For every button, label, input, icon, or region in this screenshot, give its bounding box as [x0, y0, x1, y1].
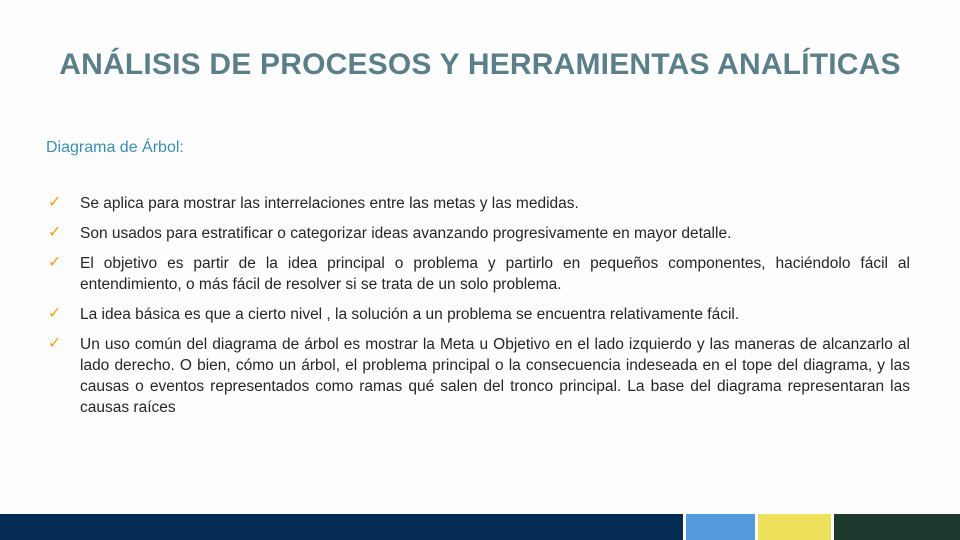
bullet-item — [46, 193, 910, 214]
checkmark-icon: ✓ — [48, 254, 62, 271]
bullet-text: Se aplica para mostrar las interrelaciones entre las metas y las medidas. — [80, 195, 579, 212]
bullet-item — [46, 334, 910, 418]
bullet-text: Son usados para estratificar o categorizar ideas avanzando progresivamente en mayor detalle. — [80, 225, 732, 242]
slide-title: ANÁLISIS DE PROCESOS Y HERRAMIENTAS ANALÍTICAS — [59, 48, 901, 81]
bullet-text: El objetivo es partir de la idea principal o problema y partirlo en pequeños componentes, haciéndolo fácil al entendimiento, o más fácil de resolver si se trata de un solo problema. — [80, 255, 910, 293]
bullet-text: Un uso común del diagrama de árbol es mostrar la Meta u Objetivo en el lado izquierdo y las maneras de alcanzarlo al lado derecho. O bien, cómo un árbol, el problema principal o la consecuencia indeseada en el tope del diagrama, y las causas o eventos representados como ramas qué salen del tronco principal. La base del diagrama representaran las causas raíces — [80, 336, 910, 416]
footer-band-blue — [686, 514, 755, 540]
footer-band-green — [834, 514, 960, 540]
checkmark-icon: ✓ — [48, 194, 62, 211]
slide-subtitle: Diagrama de Árbol: — [46, 139, 184, 156]
footer-band-yellow — [758, 514, 831, 540]
checkmark-icon: ✓ — [48, 335, 62, 352]
bullet-item — [46, 253, 910, 295]
bullet-item — [46, 223, 910, 244]
bullet-text: La idea básica es que a cierto nivel , la solución a un problema se encuentra relativamente fácil. — [80, 306, 740, 323]
checkmark-icon: ✓ — [48, 224, 62, 241]
checkmark-icon: ✓ — [48, 305, 62, 322]
footer-color-bar — [0, 514, 960, 540]
footer-band-navy — [0, 514, 683, 540]
bullet-item — [46, 304, 910, 325]
bullet-list — [46, 193, 910, 427]
